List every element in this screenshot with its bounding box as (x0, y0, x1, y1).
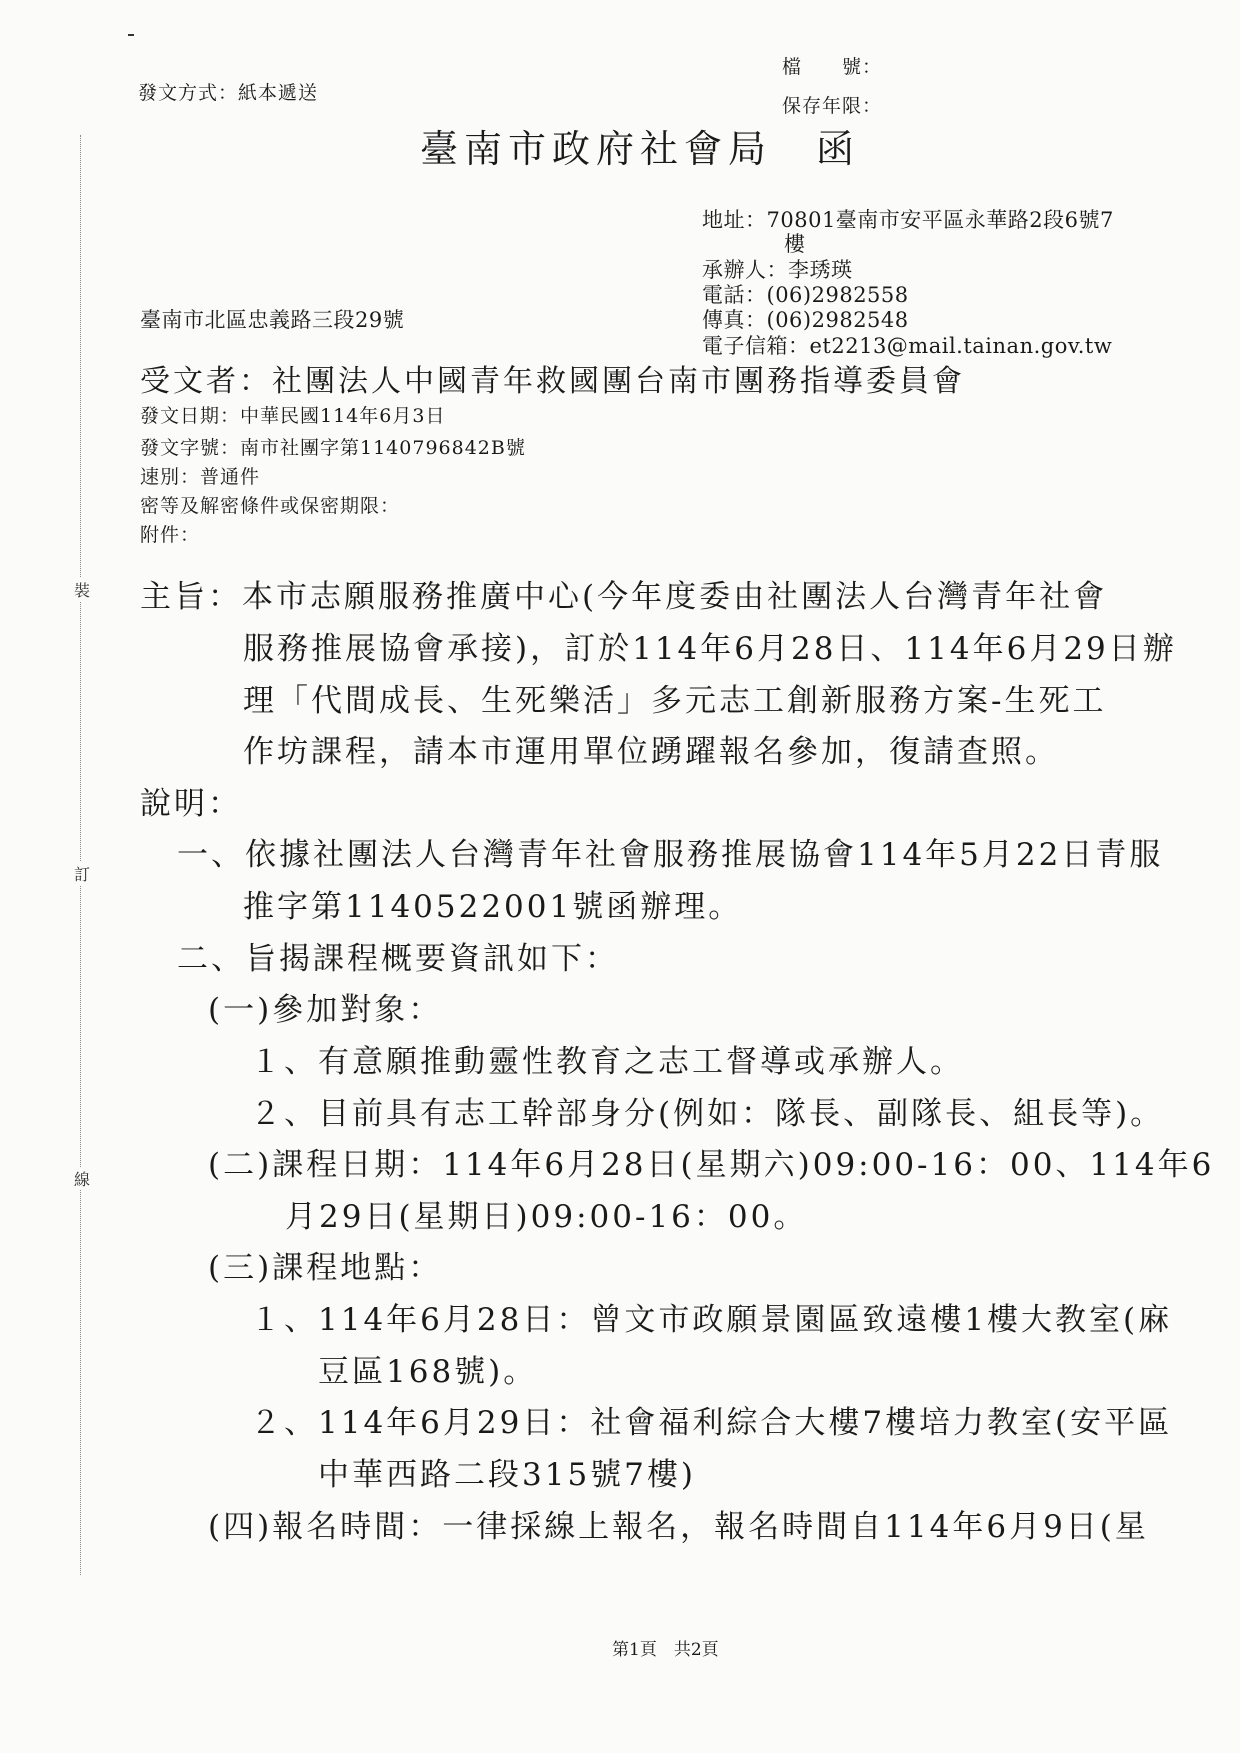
course-date-line2: 月29日(星期日)09:00-16：00。 (285, 1199, 808, 1235)
course-date-line1: (二)課程日期：114年6月28日(星期六)09:00-16：00、114年6 (208, 1147, 1215, 1183)
location1-line2: 豆區168號)。 (318, 1354, 538, 1390)
email: 電子信箱：et2213@mail.tainan.gov.tw (702, 334, 1113, 358)
subject-line1: 主旨：本市志願服務推廣中心(今年度委由社團法人台灣青年社會 (140, 579, 1108, 615)
send-method: 發文方式：紙本遞送 (138, 82, 319, 104)
sender-address-line2: 樓 (784, 232, 806, 256)
participants-heading: (一)參加對象： (208, 992, 443, 1028)
subject-line4: 作坊課程，請本市運用單位踴躍報名參加，復請查照。 (243, 734, 1059, 770)
location2-line2: 中華西路二段315號7樓) (318, 1457, 696, 1493)
explanation-item1-line2: 推字第1140522001號函辦理。 (243, 889, 743, 925)
subject-line2: 服務推展協會承接)，訂於114年6月28日、114年6月29日辦 (243, 631, 1177, 667)
contact-person: 承辦人：李琇瑛 (702, 258, 853, 282)
participants-item1: １、有意願推動靈性教育之志工督導或承辦人。 (250, 1044, 964, 1080)
document-title: 臺南市政府社會局 函 (420, 127, 861, 171)
sender-address-line1: 地址：70801臺南市安平區永華路2段6號7 (702, 208, 1114, 232)
retention-label: 保存年限： (782, 95, 883, 117)
recipient: 受文者：社團法人中國青年救國團台南市團務指導委員會 (140, 364, 965, 399)
document-number: 發文字號：南市社團字第1140796842B號 (140, 437, 526, 459)
location2-line1: ２、114年6月29日：社會福利綜合大樓7樓培力教室(安平區 (250, 1405, 1173, 1441)
explanation-item1-line1: 一、依據社團法人台灣青年社會服務推展協會114年5月22日青服 (177, 837, 1164, 873)
fax: 傳真：(06)2982548 (702, 308, 909, 332)
recipient-address: 臺南市北區忠義路三段29號 (140, 308, 405, 332)
issue-date: 發文日期：中華民國114年6月3日 (140, 405, 446, 427)
attachment: 附件： (140, 524, 201, 546)
registration-time: (四)報名時間：一律採線上報名，報名時間自114年6月9日(星 (208, 1509, 1149, 1545)
binding-line (80, 135, 81, 1575)
explanation-heading: 說明： (140, 786, 242, 822)
phone: 電話：(06)2982558 (702, 283, 909, 307)
file-number-label: 檔 號： (782, 56, 883, 78)
speed-class: 速別：普通件 (140, 466, 261, 488)
subject-line3: 理「代間成長、生死樂活」多元志工創新服務方案-生死工 (243, 683, 1107, 719)
security-level: 密等及解密條件或保密期限： (140, 495, 401, 517)
participants-item2: ２、目前具有志工幹部身分(例如：隊長、副隊長、組長等)。 (250, 1096, 1165, 1132)
location1-line1: １、114年6月28日：曾文市政願景園區致遠樓1樓大教室(麻 (250, 1302, 1173, 1338)
binding-mark-zhuang: 裝 (74, 578, 90, 601)
scan-mark (128, 34, 134, 36)
explanation-item2: 二、旨揭課程概要資訊如下： (177, 941, 619, 977)
page-number: 第1頁 共2頁 (612, 1640, 719, 1660)
binding-mark-ding: 訂 (74, 862, 90, 885)
course-location-heading: (三)課程地點： (208, 1250, 443, 1286)
binding-mark-xian: 線 (74, 1167, 90, 1190)
